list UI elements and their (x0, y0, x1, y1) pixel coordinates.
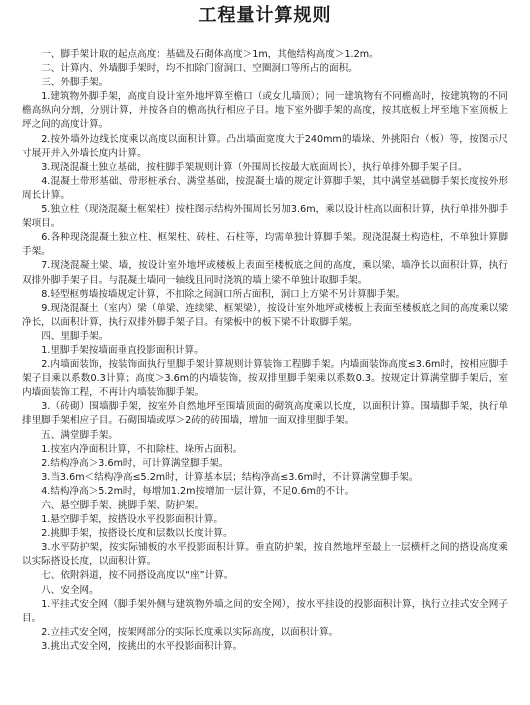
section-3-item-2: 2.按外墙外边线长度乘以高度以面积计算。凸出墙面宽度大于240mm的墙垛、外挑阳台（板）等，按图示尺寸展开并入外墙长度内计算。 (22, 133, 508, 159)
section-5-item-3: 3.当3.6m＜结构净高≤5.2m时，计算基本层；结构净高≤3.6m时，不计算满堂脚手架。 (41, 471, 419, 483)
section-3-item-7: 7.现浇混凝土梁、墙，按设计室外地坪或楼板上表面至楼板底之间的高度，乘以梁、墙净长以面积计算，执行双排外脚手架子目。与混凝土墙同一轴线且同时浇筑的墙上梁不单独计取脚手架。 (22, 260, 508, 286)
section-1: 一、脚手架计取的起点高度：基础及石砌体高度＞1m，其他结构高度＞1.2m。 (41, 49, 379, 60)
section-8-item-2: 2.立挂式安全网，按架网部分的实际长度乘以实际高度，以面积计算。 (41, 626, 339, 638)
section-3-item-1: 1.建筑物外脚手架，高度自设计室外地坪算至檐口（或女儿墙顶）；同一建筑物有不同檐高时，按建筑物的不同檐高纵向分割，分别计算，并按各自的檐高执行相应子目。地下室外脚手架的高度，按其底板上坪至地下室顶板上坪之间的高度计算。 (22, 91, 508, 131)
section-3-item-4: 4.混凝土带形基础、带形桩承台、满堂基础，按混凝土墙的规定计算脚手架，其中满堂基础脚手架长度按外形周长计算。 (22, 175, 508, 201)
section-6-heading: 六、悬空脚手架、挑脚手架、防护架。 (41, 500, 205, 511)
section-8-item-1: 1.平挂式安全网（脚手架外侧与建筑物外墙之间的安全网），按水平挂设的投影面积计算，执行立挂式安全网子目。 (22, 598, 508, 624)
section-2: 二、计算内、外墙脚手架时，均不扣除门窗洞口、空圈洞口等所占的面积。 (41, 63, 358, 75)
section-7: 七、依附斜道，按不同搭设高度以“座”计算。 (41, 570, 234, 582)
section-6-item-2: 2.挑脚手架，按搭设长度和层数以长度计算。 (41, 528, 233, 540)
section-5-item-1: 1.按室内净面积计算，不扣除柱、垛所占面积。 (41, 443, 243, 455)
section-8-item-3: 3.挑出式安全网，按挑出的水平投影面积计算。 (41, 640, 243, 652)
section-6-item-1: 1.悬空脚手架，按搭设水平投影面积计算。 (41, 514, 224, 526)
section-4-heading: 四、里脚手架。 (41, 330, 109, 342)
page-title: 工程量计算规则 (198, 5, 332, 26)
section-4-item-3: 3.（砖砌）围墙脚手架，按室外自然地坪至围墙顶面的砌筑高度乘以长度，以面积计算。围墙脚手架，执行单排里脚手架相应子目。石砌围墙或厚＞2砖的砖围墙，增加一面双排里脚手架。 (22, 401, 508, 427)
section-5-heading: 五、满堂脚手架。 (41, 429, 118, 441)
document-body (22, 48, 508, 654)
section-3-item-3: 3.现浇混凝土独立基础，按柱脚手架规则计算（外围周长按最大底面周长），执行单排外脚手架子目。 (41, 161, 468, 173)
section-3-item-5: 5.独立柱（现浇混凝土框架柱）按柱图示结构外围周长另加3.6m，乘以设计柱高以面积计算，执行单排外脚手架项目。 (22, 204, 508, 230)
section-3-item-9: 9.现浇混凝土（室内）梁（单梁、连续梁、框架梁），按设计室外地坪或楼板上表面至楼板底之间的高度乘以梁净长，以面积计算，执行双排外脚手架子目。有梁板中的板下梁不计取脚手架。 (22, 302, 508, 328)
section-3-heading: 三、外脚手架。 (41, 77, 109, 89)
section-3-item-8: 8.轻型框剪墙按墙规定计算，不扣除之间洞口所占面积，洞口上方梁不另计算脚手架。 (41, 288, 406, 300)
section-8-heading: 八、安全网。 (41, 584, 99, 596)
section-5-item-2: 2.结构净高＞3.6m时，可计算满堂脚手架。 (41, 457, 229, 469)
section-4-item-2: 2.内墙面装饰，按装饰面执行里脚手架计算规则计算装饰工程脚手架。内墙面装饰高度≤3.6m时，按相应脚手架子目乘以系数0.3计算；高度＞3.6m的内墙装饰，按双排里脚手架乘以系数0.3。按规定计算满堂脚手架后，室内墙面装饰工程，不再计内墙装饰脚手架。 (22, 359, 508, 399)
section-4-item-1: 1.里脚手架按墙面垂直投影面积计算。 (41, 344, 204, 356)
section-5-item-4: 4.结构净高＞5.2m时，每增加1.2m按增加一层计算，不足0.6m的不计。 (41, 485, 355, 497)
section-6-item-3: 3.水平防护架，按实际铺板的水平投影面积计算。垂直防护架，按自然地坪至最上一层横杆之间的搭设高度乘以实际搭设长度，以面积计算。 (22, 542, 508, 568)
section-3-item-6: 6.各种现浇混凝土独立柱、框架柱、砖柱、石柱等，均需单独计算脚手架。现浇混凝土构造柱，不单独计算脚手架。 (22, 232, 508, 258)
